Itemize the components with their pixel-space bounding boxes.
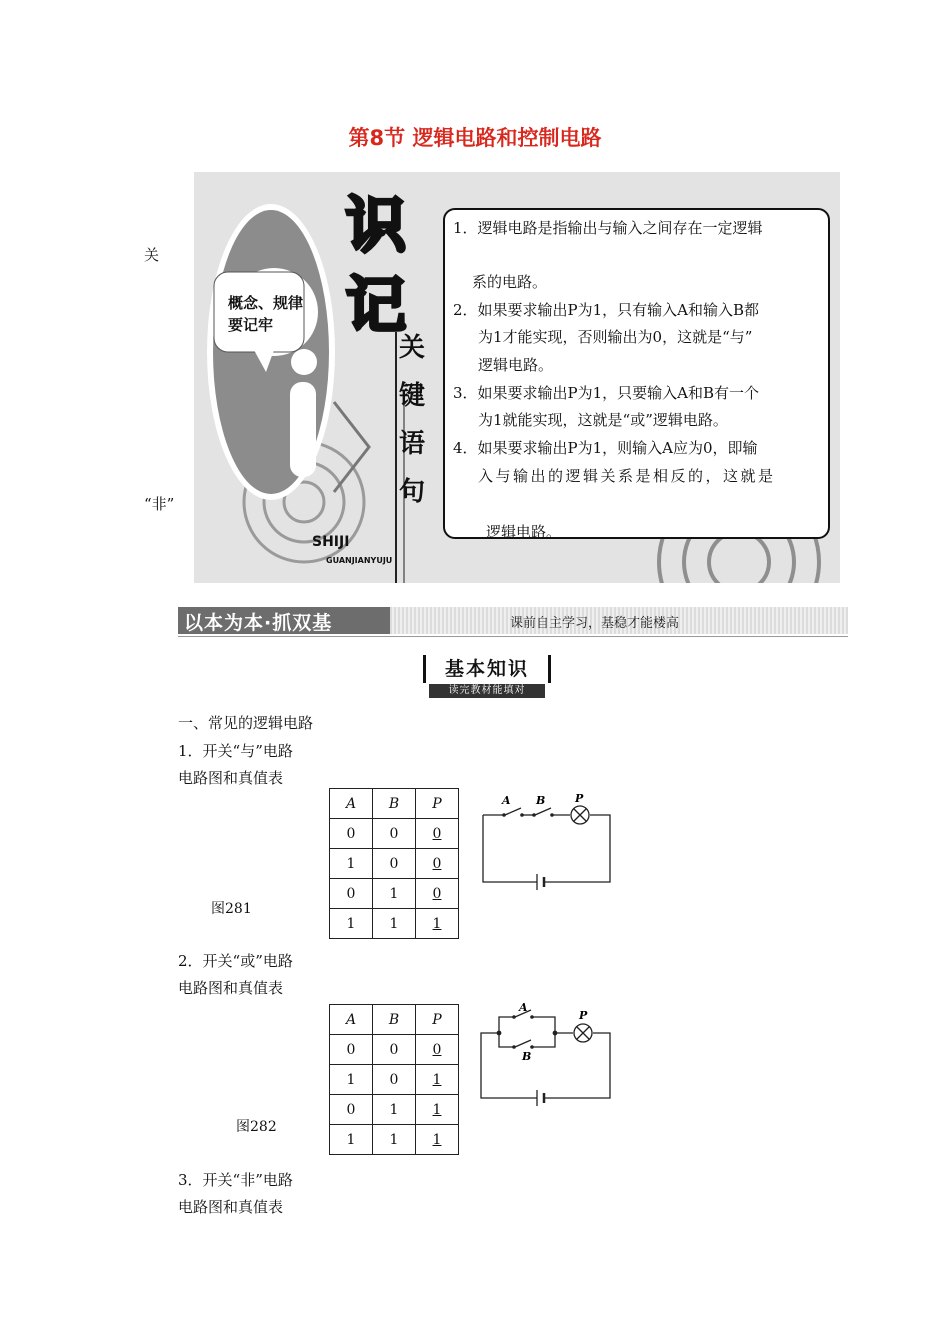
table-row: 1 1 1 bbox=[330, 1125, 459, 1155]
or-circuit-diagram bbox=[475, 1003, 620, 1108]
banner-bubble: 概念、规律 要记牢 bbox=[228, 294, 304, 334]
note-line: 为1才能实现，否则输出为0，这就是“与” bbox=[478, 328, 753, 346]
table-row: 1 0 0 bbox=[330, 849, 459, 879]
note-line: 2．如果要求输出P为1，只有输入A和输入B都 bbox=[453, 301, 760, 319]
banner-brand: SHIJI bbox=[312, 534, 350, 550]
note-line: 为1就能实现，这就是“或”逻辑电路。 bbox=[478, 411, 728, 429]
strip-left-label: 以本为本·抓双基 bbox=[184, 612, 333, 634]
figure-label: 图281 bbox=[211, 901, 252, 917]
truth-table-or bbox=[329, 1004, 459, 1155]
note-line: 1．逻辑电路是指输出与输入之间存在一定逻辑 bbox=[453, 219, 763, 237]
note-line: 系的电路。 bbox=[472, 273, 548, 291]
and-circuit-diagram bbox=[475, 790, 620, 890]
table-header: B bbox=[373, 1005, 416, 1035]
badge-subtitle: 读完教材能填对 bbox=[429, 684, 545, 698]
section-heading: 一、常见的逻辑电路 bbox=[178, 714, 314, 732]
key-points-box bbox=[443, 208, 830, 539]
item-caption: 电路图和真值表 bbox=[178, 979, 284, 997]
table-row: 1 0 1 bbox=[330, 1065, 459, 1095]
banner-big-chars: 识 记 bbox=[346, 191, 406, 341]
table-row: 0 1 1 bbox=[330, 1095, 459, 1125]
table-row: 0 1 0 bbox=[330, 879, 459, 909]
note-line: 逻辑电路。 bbox=[478, 356, 554, 374]
item-heading: 1．开关“与”电路 bbox=[178, 742, 293, 760]
circuit-label-p: P bbox=[579, 1009, 588, 1022]
table-row: 1 1 1 bbox=[330, 909, 459, 939]
circuit-label-p: P bbox=[575, 792, 584, 805]
table-header: P bbox=[416, 1005, 459, 1035]
table-header: P bbox=[416, 789, 459, 819]
circuit-label-b: B bbox=[536, 794, 546, 807]
banner-brand-sub: GUANJIANYUJU bbox=[326, 556, 393, 565]
basic-knowledge-badge bbox=[423, 655, 551, 699]
circuit-label-b: B bbox=[522, 1050, 532, 1063]
table-header: B bbox=[373, 789, 416, 819]
strip-right-label: 课前自主学习，基稳才能楼高 bbox=[510, 616, 680, 631]
note-line: 3．如果要求输出P为1，只要输入A和B有一个 bbox=[453, 384, 760, 402]
note-line: 逻辑电路。 bbox=[486, 523, 562, 541]
banner-vertical-text: 关 键 语 句 bbox=[398, 333, 425, 507]
table-header: A bbox=[330, 789, 373, 819]
section-strip bbox=[178, 607, 848, 634]
truth-table-and bbox=[329, 788, 459, 939]
note-line: 4．如果要求输出P为1，则输入A应为0，即输 bbox=[453, 439, 758, 457]
circuit-label-a: A bbox=[519, 1003, 528, 1014]
item-heading: 2．开关“或”电路 bbox=[178, 952, 293, 970]
item-heading: 3．开关“非”电路 bbox=[178, 1171, 293, 1189]
figure-label: 图282 bbox=[236, 1119, 277, 1135]
side-label-fei: “非” bbox=[144, 495, 175, 513]
side-label-guan: 关 bbox=[144, 246, 160, 264]
table-header: A bbox=[330, 1005, 373, 1035]
page-title: 第8节 逻辑电路和控制电路 bbox=[348, 126, 602, 150]
item-caption: 电路图和真值表 bbox=[178, 769, 284, 787]
circuit-label-a: A bbox=[502, 794, 511, 807]
table-row: 0 0 0 bbox=[330, 1035, 459, 1065]
item-caption: 电路图和真值表 bbox=[178, 1198, 284, 1216]
note-line: 入与输出的逻辑关系是相反的，这就是 bbox=[478, 467, 776, 485]
badge-title: 基本知识 bbox=[423, 655, 551, 683]
table-row: 0 0 0 bbox=[330, 819, 459, 849]
